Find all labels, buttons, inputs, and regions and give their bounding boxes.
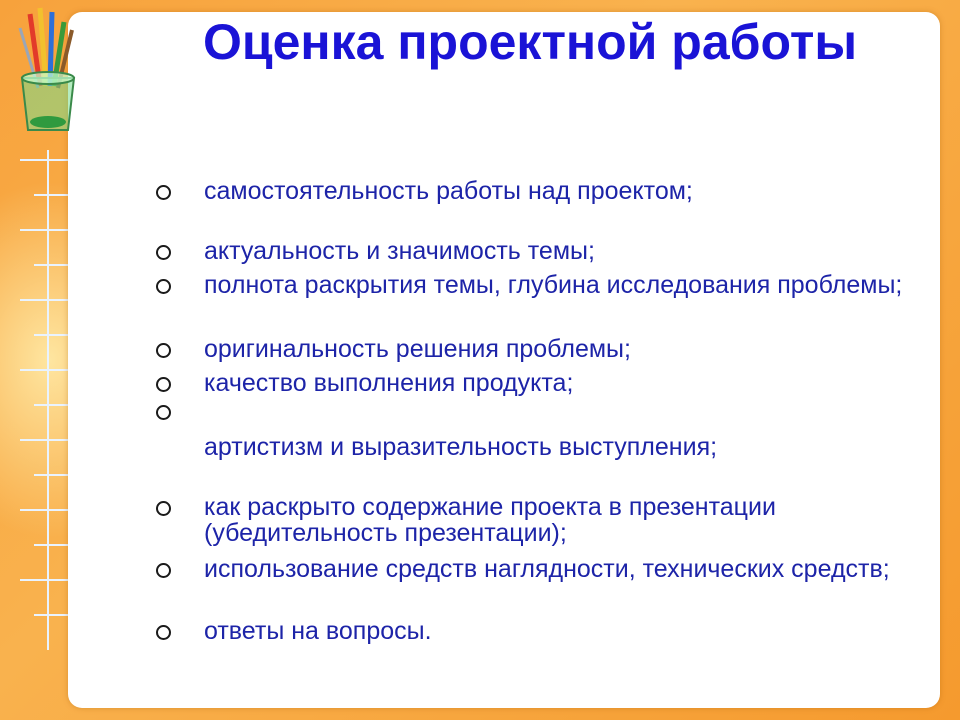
list-item-text: самостоятельность работы над проектом;	[204, 177, 693, 205]
pencil-cup-icon	[8, 6, 88, 136]
circle-bullet-icon	[156, 405, 171, 420]
list-item-text: использование средств наглядности, технических средств;	[204, 555, 890, 583]
list-item-text: ответы на вопросы.	[204, 617, 432, 645]
list-item-text: качество выполнения продукта;	[204, 369, 574, 397]
ruler-icon	[0, 150, 72, 650]
circle-bullet-icon	[156, 501, 171, 516]
list-item-text: полнота раскрытия темы, глубина исследования проблемы;	[204, 271, 903, 299]
circle-bullet-icon	[156, 245, 171, 260]
list-item-text: артистизм и выразительность выступления;	[204, 433, 718, 461]
list-item-text: актуальность и значимость темы;	[204, 237, 595, 265]
list-item-text: оригинальность решения проблемы;	[204, 335, 631, 363]
slide-title: Оценка проектной работы	[202, 14, 858, 70]
list-item-text: как раскрыто содержание проекта в презентации (убедительность презентации);	[204, 493, 776, 547]
circle-bullet-icon	[156, 279, 171, 294]
circle-bullet-icon	[156, 563, 171, 578]
circle-bullet-icon	[156, 377, 171, 392]
circle-bullet-icon	[156, 625, 171, 640]
circle-bullet-icon	[156, 185, 171, 200]
circle-bullet-icon	[156, 343, 171, 358]
